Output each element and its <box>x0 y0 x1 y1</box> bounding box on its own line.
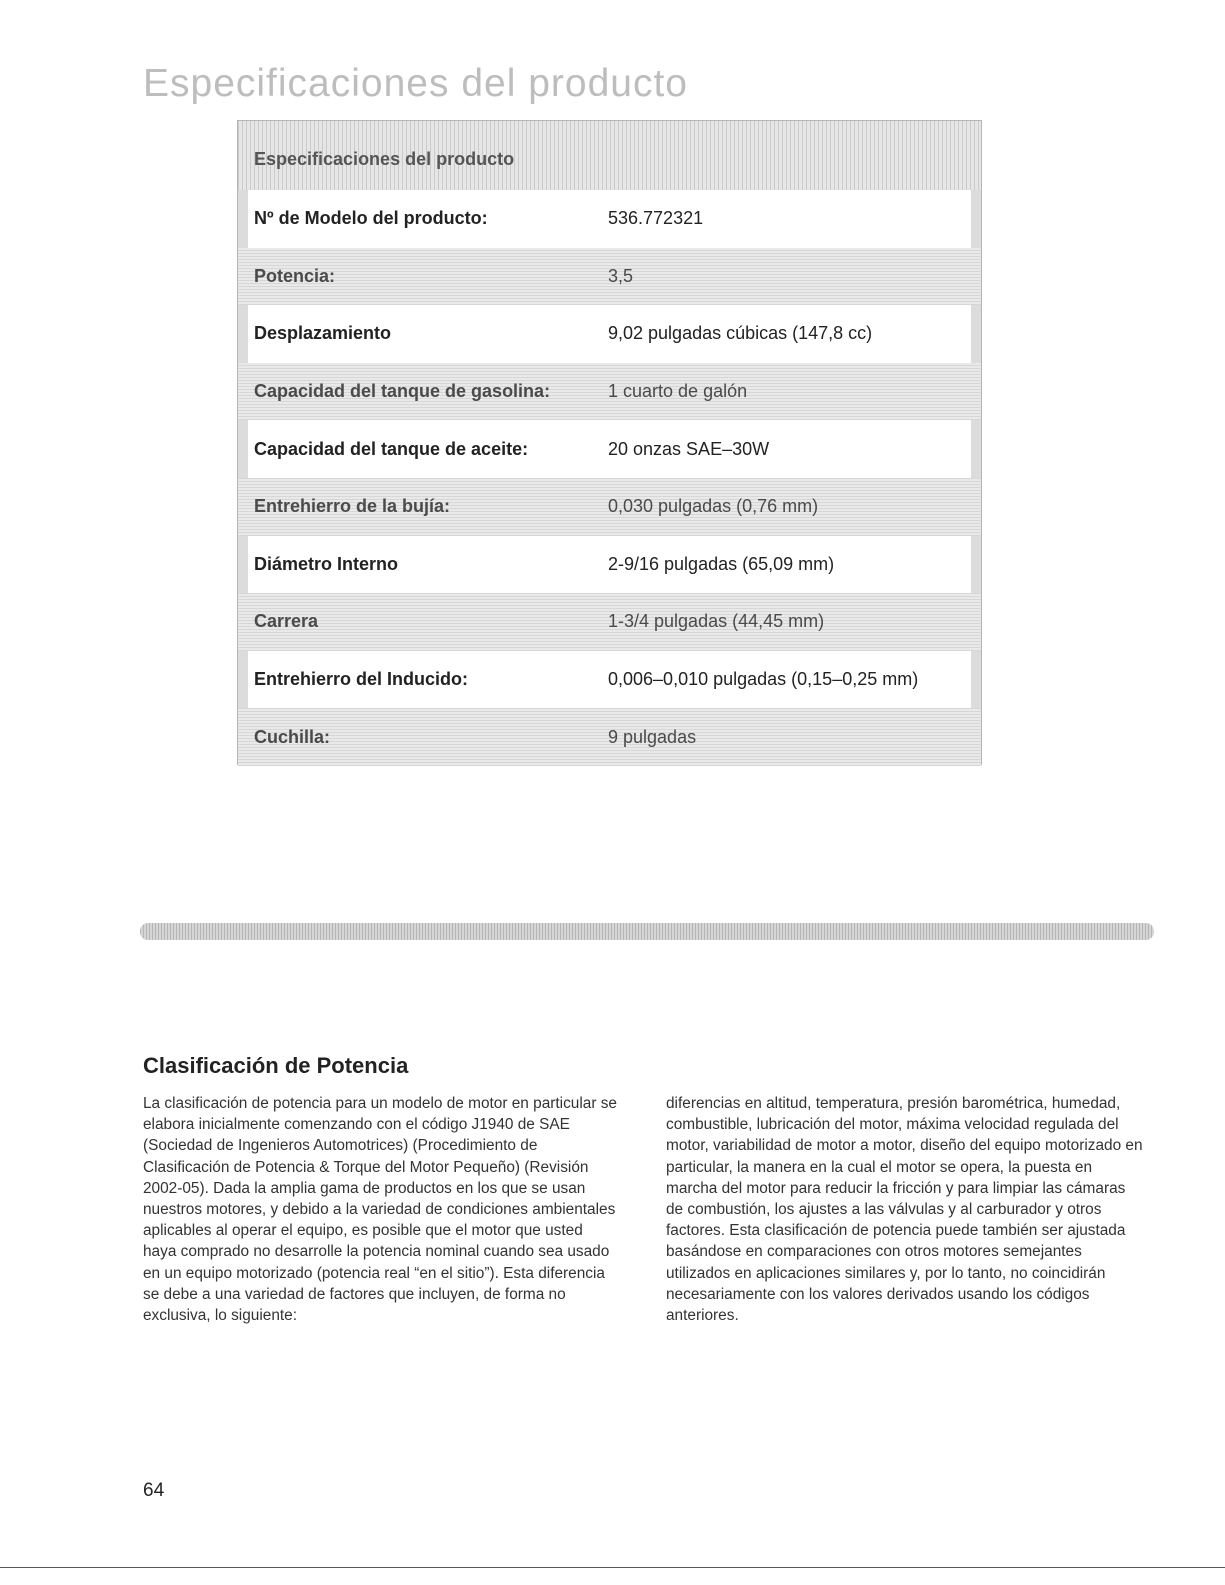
spec-value: 0,030 pulgadas (0,76 mm) <box>608 496 819 517</box>
spec-value: 2-9/16 pulgadas (65,09 mm) <box>608 553 835 574</box>
spec-label: Cuchilla: <box>254 726 331 747</box>
body-text-right-column: diferencias en altitud, temperatura, presión barométrica, humedad, combustible, lubricación del motor, máxima velocidad regulada del motor, variabilidad de motor a motor, diseño del equipo motorizado en particular, la manera en la cual el motor se opera, la puesta en marcha del motor para reducir la fricción y para limpiar las cámaras de combustión, los ajustes a las válvulas y al carburador y otros factores. Esta clasificación de potencia puede también ser ajustada basándose en comparaciones con otros motores semejantes utilizados en aplicaciones similares y, por lo tanto, no coincidirán necesariamente con los valores derivados usando los códigos anteriores. <box>666 1095 1143 1325</box>
spec-label: Nº de Modelo del producto: <box>254 208 488 229</box>
spec-row-model <box>238 190 981 248</box>
spec-value: 9 pulgadas <box>608 726 697 747</box>
spec-row-power <box>238 248 981 306</box>
spec-row-oil-tank <box>238 420 981 478</box>
spec-label: Potencia: <box>254 265 336 286</box>
spec-row-stroke <box>238 593 981 651</box>
spec-row-blade <box>238 708 981 766</box>
spec-value: 1-3/4 pulgadas (44,45 mm) <box>608 611 825 632</box>
spec-label: Capacidad del tanque de gasolina: <box>254 381 551 402</box>
spec-label: Desplazamiento <box>254 323 392 344</box>
spec-table-header: Especificaciones del producto <box>238 121 981 190</box>
spec-value: 0,006–0,010 pulgadas (0,15–0,25 mm) <box>608 669 919 690</box>
spec-row-bore <box>238 536 981 594</box>
spec-label: Entrehierro del Inducido: <box>254 669 469 690</box>
spec-table <box>237 120 982 765</box>
spec-row-armature-gap <box>238 651 981 709</box>
page-title: Especificaciones del producto <box>143 62 688 105</box>
spec-value: 536.772321 <box>608 208 704 229</box>
spec-value: 1 cuarto de galón <box>608 381 748 402</box>
spec-label: Diámetro Interno <box>254 553 399 574</box>
spec-value: 20 onzas SAE–30W <box>608 438 770 459</box>
spec-value: 3,5 <box>608 265 634 286</box>
bottom-rule <box>0 1567 1225 1568</box>
spec-label: Carrera <box>254 611 319 632</box>
spec-value: 9,02 pulgadas cúbicas (147,8 cc) <box>608 323 873 344</box>
spec-row-displacement <box>238 305 981 363</box>
page-number: 64 <box>143 1480 165 1501</box>
body-text-left-column: La clasificación de potencia para un modelo de motor en particular se elabora inicialmente comenzando con el código J1940 de SAE (Sociedad de Ingenieros Automotrices) (Procedimiento de Clasificación de Potencia & Torque del Motor Pequeño) (Revisión 2002-05). Dada la amplia gama de productos en los que se usan nuestros motores, y debido a la variedad de condiciones ambientales aplicables al operar el equipo, es posible que el motor que usted haya comprado no desarrolle la potencia nominal cuando sea usado en un equipo motorizado (potencia real “en el sitio”). Esta diferencia se debe a una variedad de factores que incluyen, de forma no exclusiva, lo siguiente: <box>143 1095 617 1325</box>
spec-label: Capacidad del tanque de aceite: <box>254 438 529 459</box>
section-title: Clasificación de Potencia <box>143 1053 409 1078</box>
spec-row-fuel-tank <box>238 363 981 421</box>
spec-row-spark-plug-gap <box>238 478 981 536</box>
section-divider <box>140 923 1154 940</box>
spec-label: Entrehierro de la bujía: <box>254 496 451 517</box>
